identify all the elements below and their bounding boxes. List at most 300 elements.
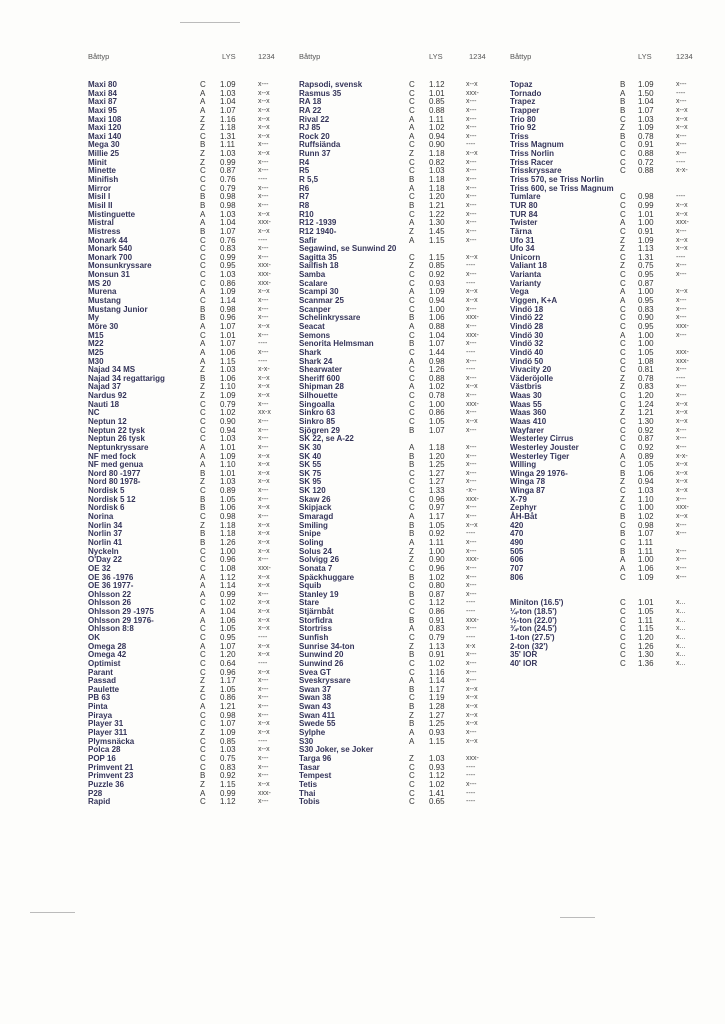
lys-value: 1.00 <box>429 546 445 556</box>
lys-class: C <box>409 563 415 573</box>
code-flags: x--x <box>676 469 688 477</box>
lys-value: 1.09 <box>220 80 236 89</box>
boat-name: Mistinguette <box>88 209 136 219</box>
table-row <box>510 530 715 539</box>
table-row <box>299 90 504 99</box>
lys-value: 1.20 <box>638 391 654 401</box>
lys-class: A <box>200 589 206 599</box>
boat-name: TUR 84 <box>510 209 538 219</box>
boat-name: M22 <box>88 339 104 349</box>
lys-value: 1.03 <box>220 149 236 159</box>
code-flags: x... <box>676 659 686 667</box>
boat-name: RJ 85 <box>299 123 321 133</box>
lys-value: 0.86 <box>429 408 445 418</box>
table-row <box>88 150 288 159</box>
lys-class: C <box>409 88 415 98</box>
lys-class: A <box>409 123 415 133</box>
column-2 <box>299 52 504 807</box>
code-flags: x--- <box>466 547 477 555</box>
code-flags: ---- <box>466 348 476 356</box>
lys-class: C <box>620 615 626 625</box>
lys-class: A <box>200 607 206 617</box>
table-row <box>88 349 288 358</box>
table-row <box>88 271 288 280</box>
table-row <box>88 314 288 323</box>
code-flags: x--- <box>466 573 477 581</box>
code-flags: x--x <box>466 703 478 711</box>
table-row <box>510 90 715 99</box>
lys-class: C <box>620 356 626 366</box>
code-flags: x--x <box>676 201 688 209</box>
boat-name: R8 <box>299 200 310 210</box>
code-flags: ---- <box>258 176 268 184</box>
boat-name: Triss Magnum <box>510 140 564 150</box>
boat-name: Shearwater <box>299 365 343 375</box>
code-flags: xxx- <box>258 262 271 270</box>
lys-class: A <box>409 736 415 746</box>
boat-name: Sylphe <box>299 728 326 738</box>
lys-class: C <box>620 209 626 219</box>
lys-value: 1.10 <box>220 460 236 470</box>
table-row <box>510 453 715 462</box>
boat-name: Polca 28 <box>88 745 121 755</box>
table-row <box>510 245 715 254</box>
lys-class: A <box>200 442 206 452</box>
lys-value: 1.12 <box>429 771 445 781</box>
lys-class: C <box>620 252 626 262</box>
code-flags: x--x <box>258 521 270 529</box>
lys-value: 1.06 <box>220 373 236 383</box>
code-flags: xxx- <box>466 616 479 624</box>
boat-name: Ufo 31 <box>510 235 535 245</box>
lys-value: 1.10 <box>638 494 654 504</box>
lys-class: C <box>409 581 415 591</box>
code-flags: x--- <box>466 659 477 667</box>
lys-value: 1.15 <box>429 235 445 245</box>
scan-mark <box>180 22 240 23</box>
lys-value: 0.98 <box>220 200 236 210</box>
table-row <box>510 565 715 574</box>
lys-class: C <box>200 555 206 565</box>
boat-name: Willing <box>510 460 537 470</box>
table-row <box>299 340 504 349</box>
code-flags: ---- <box>676 158 686 166</box>
lys-value: 0.91 <box>429 650 445 660</box>
code-flags: x--- <box>466 236 477 244</box>
boat-name: Maxi 87 <box>88 97 117 107</box>
lys-class: A <box>620 88 626 98</box>
code-flags: x--x <box>258 538 270 546</box>
code-flags: x--x <box>466 711 478 719</box>
lys-class: C <box>620 339 626 349</box>
lys-class: C <box>200 745 206 755</box>
boat-name: Nauti 18 <box>88 399 120 409</box>
code-flags: x--x <box>258 124 270 132</box>
lys-class: Z <box>200 684 205 694</box>
lys-class: C <box>620 633 626 642</box>
boat-name: Trapper <box>510 105 540 115</box>
lys-value: 0.85 <box>429 261 445 271</box>
code-flags: x--- <box>676 305 687 313</box>
code-flags: x--x <box>466 694 478 702</box>
code-flags: ---- <box>466 634 476 641</box>
boat-name: Viggen, K+A <box>510 296 558 306</box>
boat-name: Monsunkryssare <box>88 261 152 271</box>
lys-class: C <box>409 209 415 219</box>
code-flags: x--- <box>466 374 477 382</box>
lys-value: 0.88 <box>429 321 445 331</box>
code-flags: x--- <box>258 435 269 443</box>
boat-name: Parant <box>88 667 113 677</box>
lys-value: 0.99 <box>220 252 236 262</box>
lys-value: 1.30 <box>429 218 445 228</box>
lys-value: 0.93 <box>429 762 445 772</box>
boat-name: POP 16 <box>88 753 116 763</box>
boat-name: Möre 30 <box>88 321 119 331</box>
lys-class: B <box>200 373 206 383</box>
boat-name: Millie 25 <box>88 149 120 159</box>
code-flags: x--x <box>258 322 270 330</box>
lys-value: 1.06 <box>638 468 654 478</box>
table-row <box>299 271 504 280</box>
code-flags: x--- <box>466 176 477 184</box>
code-flags: x-x- <box>676 452 688 460</box>
lys-value: 0.91 <box>638 226 654 236</box>
column-header <box>510 52 715 64</box>
lys-value: 0.98 <box>429 356 445 366</box>
lys-value: 1.03 <box>429 166 445 176</box>
lys-value: 1.01 <box>638 598 654 608</box>
table-row <box>299 798 504 807</box>
boat-name: Triss Racer <box>510 157 554 167</box>
boat-name: PB 63 <box>88 693 111 703</box>
lys-class: C <box>200 650 206 660</box>
lys-value: 1.03 <box>429 753 445 763</box>
lys-value: 1.09 <box>638 572 654 582</box>
code-flags: x--- <box>676 262 687 270</box>
lys-value: 1.18 <box>429 175 445 185</box>
table-row <box>88 98 288 107</box>
boat-name: Vindö 28 <box>510 321 544 331</box>
code-flags: x--- <box>466 392 477 400</box>
code-flags: x--- <box>258 754 269 762</box>
lys-class: A <box>200 788 206 798</box>
lys-value: 1.24 <box>638 399 654 409</box>
boat-name: Smaragd <box>299 512 334 522</box>
boat-name: S30 <box>299 736 314 746</box>
code-flags: x--x <box>676 236 688 244</box>
lys-value: 1.16 <box>220 114 236 124</box>
lys-value: 1.05 <box>220 494 236 504</box>
table-row <box>88 686 288 695</box>
code-flags: ---- <box>466 789 476 797</box>
code-flags: x--- <box>258 417 269 425</box>
boat-name: Swede 55 <box>299 719 336 729</box>
code-flags: x--- <box>466 651 477 659</box>
lys-value: 1.41 <box>429 788 445 798</box>
lys-value: 1.09 <box>220 287 236 297</box>
boat-name: ÅH-Båt <box>510 512 538 522</box>
boat-name: Mistral <box>88 218 114 228</box>
table-row <box>88 660 288 669</box>
boat-name: Rapid <box>88 797 111 807</box>
lys-value: 0.99 <box>220 589 236 599</box>
lys-class: B <box>200 529 206 539</box>
lys-value: 1.15 <box>429 252 445 262</box>
lys-class: A <box>200 615 206 625</box>
lys-value: 0.94 <box>429 296 445 306</box>
code-flags: x--- <box>676 383 687 391</box>
lys-class: B <box>409 650 415 660</box>
lys-class: C <box>409 477 415 487</box>
table-row <box>299 193 504 202</box>
boat-name: Vindö 40 <box>510 347 544 357</box>
lys-value: 0.87 <box>429 589 445 599</box>
scan-mark <box>30 912 75 913</box>
code-flags: x--x <box>258 150 270 158</box>
table-row <box>88 504 288 513</box>
boat-name: Skipjack <box>299 503 332 513</box>
lys-value: 1.07 <box>429 339 445 349</box>
lys-class: C <box>200 719 206 729</box>
lys-value: 0.83 <box>220 762 236 772</box>
code-flags: x--- <box>466 158 477 166</box>
lys-class: C <box>409 607 415 617</box>
code-flags: x--x <box>466 720 478 728</box>
lys-value: 0.80 <box>429 581 445 591</box>
lys-class: B <box>200 494 206 504</box>
boat-name: Norlin 37 <box>88 529 123 539</box>
table-row <box>510 237 715 246</box>
code-flags: x--- <box>258 443 269 451</box>
lys-class: C <box>409 252 415 262</box>
table-row <box>299 176 504 185</box>
lys-class: A <box>409 676 415 686</box>
lys-value: 1.21 <box>429 200 445 210</box>
lys-value: 0.99 <box>220 788 236 798</box>
lys-value: 1.15 <box>429 736 445 746</box>
code-flags: x--- <box>676 443 687 451</box>
table-row <box>88 340 288 349</box>
lys-value: 1.12 <box>220 572 236 582</box>
code-flags: x--x <box>676 400 688 408</box>
code-flags: x--- <box>258 348 269 356</box>
boat-name: Shipman 28 <box>299 382 344 392</box>
code-flags: x--- <box>466 461 477 469</box>
code-flags: xxx- <box>258 279 271 287</box>
lys-class: Z <box>409 226 414 236</box>
lys-value: 1.11 <box>638 537 653 547</box>
boat-name: RA 22 <box>299 105 322 115</box>
lys-value: 0.98 <box>220 304 236 314</box>
code-flags: x--x <box>258 668 270 676</box>
lys-class: Z <box>409 641 414 651</box>
lys-class: C <box>200 166 206 176</box>
boat-name: Triss <box>510 131 529 141</box>
lys-value: 0.96 <box>220 667 236 677</box>
table-row <box>88 280 288 289</box>
table-row <box>510 651 715 660</box>
lys-value: 0.95 <box>638 270 654 280</box>
boat-name: R 5,5 <box>299 175 319 185</box>
code-flags: x--- <box>676 297 687 305</box>
lys-class: C <box>620 442 626 452</box>
boat-name: Waas 55 <box>510 399 542 409</box>
lys-class: B <box>200 200 206 210</box>
boat-name: Trio 80 <box>510 114 536 124</box>
lys-class: B <box>409 200 415 210</box>
code-flags: ---- <box>466 530 476 538</box>
lys-class: A <box>620 296 626 306</box>
lys-class: C <box>620 486 626 496</box>
lys-class: A <box>200 451 206 461</box>
boat-name: Sagitta 35 <box>299 252 337 262</box>
code-flags: x--- <box>258 193 269 201</box>
code-flags: x--- <box>466 409 477 417</box>
boat-name: Vindö 22 <box>510 313 544 323</box>
header-boat-type: Båttyp <box>510 52 532 61</box>
lys-class: C <box>409 157 415 167</box>
lys-value: 0.94 <box>638 477 654 487</box>
lys-value: 1.30 <box>638 416 654 426</box>
lys-value: 1.01 <box>638 209 654 219</box>
boat-name: Valiant 18 <box>510 261 547 271</box>
code-flags: x--- <box>676 530 687 538</box>
code-flags: x--x <box>258 132 270 140</box>
code-flags: x--- <box>258 763 269 771</box>
boat-name: Senorita Helmsman <box>299 339 374 349</box>
code-flags: x--- <box>466 469 477 477</box>
lys-value: 0.88 <box>429 373 445 383</box>
boat-name: Smiling <box>299 520 328 530</box>
code-flags: x--x <box>258 469 270 477</box>
lys-value: 0.98 <box>220 192 236 202</box>
table-row <box>88 211 288 220</box>
lys-class: Z <box>200 123 205 133</box>
code-flags: x--- <box>466 668 477 676</box>
boat-name: ¾-ton (24.5') <box>510 624 557 634</box>
lys-class: C <box>409 330 415 340</box>
lys-value: 1.07 <box>220 339 236 349</box>
lys-class: A <box>620 555 626 565</box>
boat-name: Plymsnäcka <box>88 736 135 746</box>
lys-value: 0.78 <box>638 131 654 141</box>
lys-value: 1.18 <box>429 149 445 159</box>
lys-value: 0.78 <box>638 373 654 383</box>
boat-name: SK 75 <box>299 468 322 478</box>
code-flags: x--x <box>258 374 270 382</box>
boat-name: R12 -1939 <box>299 218 337 228</box>
boat-name: 35' IOR <box>510 650 538 660</box>
boat-name: Scanper <box>299 304 331 314</box>
lys-class: C <box>620 607 626 617</box>
lys-class: B <box>620 105 626 115</box>
lys-class: Z <box>620 477 625 487</box>
lys-value: 1.25 <box>429 719 445 729</box>
lys-class: C <box>200 797 206 807</box>
lys-value: 0.89 <box>638 451 654 461</box>
code-flags: ---- <box>466 141 476 149</box>
lys-class: C <box>200 512 206 522</box>
boat-name: Paulette <box>88 684 120 694</box>
code-flags: x--x <box>258 530 270 538</box>
boat-name: Player 311 <box>88 728 128 738</box>
code-flags: x--- <box>676 141 687 149</box>
lys-class: Z <box>200 365 205 375</box>
boat-name: Sjögren 29 <box>299 425 340 435</box>
lys-value: 1.00 <box>638 339 654 349</box>
lys-value: 1.17 <box>220 676 236 686</box>
lys-class: C <box>200 658 206 668</box>
code-flags: x--- <box>466 322 477 330</box>
code-flags: x--x <box>466 150 478 158</box>
code-flags: x--x <box>466 81 478 88</box>
table-row <box>299 522 504 531</box>
code-flags: x--x <box>676 478 688 486</box>
code-flags: xxx- <box>466 556 479 564</box>
lys-class: B <box>409 520 415 530</box>
boat-name: Nordisk 5 12 <box>88 494 136 504</box>
boat-name: Tornado <box>510 88 542 98</box>
lys-value: 1.17 <box>429 684 445 694</box>
lys-class: A <box>200 97 206 107</box>
code-flags: x--- <box>258 201 269 209</box>
boat-name: Norlin 41 <box>88 537 123 547</box>
code-flags: x--- <box>676 547 687 555</box>
table-row <box>88 193 288 202</box>
code-flags: x... <box>676 634 686 641</box>
boat-name: Neptun 12 <box>88 416 127 426</box>
table-row <box>510 522 715 531</box>
table-row <box>299 444 504 453</box>
boat-name: Ufo 34 <box>510 244 535 254</box>
code-flags: xxx- <box>676 322 689 330</box>
boat-name: 707 <box>510 563 524 573</box>
lys-value: 1.11 <box>220 140 235 150</box>
lys-class: A <box>200 356 206 366</box>
lys-class: Z <box>620 408 625 418</box>
lys-class: A <box>620 218 626 228</box>
code-flags: x--- <box>466 305 477 313</box>
lys-class: C <box>620 460 626 470</box>
boat-name: Sonata 7 <box>299 563 333 573</box>
lys-class: C <box>200 270 206 280</box>
lys-class: Z <box>409 149 414 159</box>
boat-name: Tempest <box>299 771 332 781</box>
lys-class: B <box>409 425 415 435</box>
boat-name: Waas 30 <box>510 391 542 401</box>
lys-value: 1.19 <box>429 693 445 703</box>
lys-class: A <box>200 218 206 228</box>
boat-name: Vindö 18 <box>510 304 544 314</box>
lys-value: 1.30 <box>638 650 654 660</box>
lys-class: A <box>409 728 415 738</box>
boat-name: Stanley 19 <box>299 589 339 599</box>
boat-name: Snipe <box>299 529 321 539</box>
lys-value: 1.05 <box>429 416 445 426</box>
lys-class: A <box>200 209 206 219</box>
lys-value: 0.83 <box>638 304 654 314</box>
code-flags: x--x <box>676 417 688 425</box>
lys-value: 0.90 <box>429 140 445 150</box>
lys-class: B <box>620 512 626 522</box>
code-flags: ---- <box>466 608 476 616</box>
boat-name: Ohlsson 29 -1975 <box>88 607 154 617</box>
lys-class: A <box>409 624 415 634</box>
lys-class: C <box>620 434 626 444</box>
table-row <box>299 772 504 781</box>
table-row <box>88 185 288 194</box>
